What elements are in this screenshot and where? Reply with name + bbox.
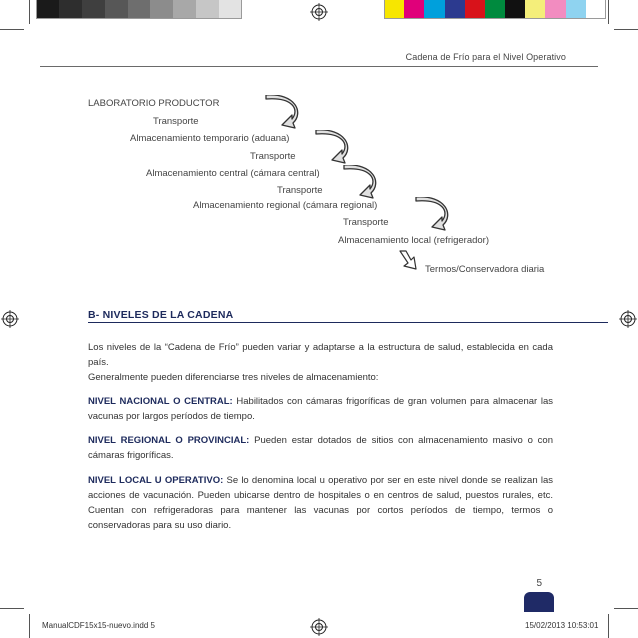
registration-target-icon [619, 310, 637, 328]
flow-transport-3: Transporte [277, 185, 323, 196]
level-regional-label: NIVEL REGIONAL O PROVINCIAL: [88, 435, 250, 446]
page-number: 5 [536, 578, 542, 589]
curved-arrow-icon [262, 95, 302, 133]
flow-step-termos: Termos/Conservadora diaria [425, 264, 545, 275]
flow-step-central: Almacenamiento central (cámara central) [146, 168, 320, 179]
level-national-label: NIVEL NACIONAL O CENTRAL: [88, 396, 233, 407]
crop-mark [614, 29, 638, 30]
flow-transport-2: Transporte [250, 151, 296, 162]
flow-step-local: Almacenamiento local (refrigerador) [338, 235, 490, 246]
level-local-paragraph [88, 473, 553, 533]
flow-step-aduana: Almacenamiento temporario (aduana) [130, 133, 290, 144]
running-header-title: Cadena de Frío para el Nivel Operativo [405, 52, 566, 62]
level-local-text: Se lo denomina local u operativo por ser en este nivel donde se realizan las acciones de vacunación. Pueden ubicarse dentro de hospitales o en centros de salud, puestos rurales, etc. Cuentan con refrigeradoras para mantener las vacunas por cortos períodos de tiempo, termos o conservadoras para su uso diario. [88, 475, 553, 531]
flow-transport-4: Transporte [343, 217, 389, 228]
down-right-arrow-icon [398, 250, 424, 272]
registration-target-icon [310, 3, 328, 21]
registration-target-icon [310, 618, 328, 636]
footer-file-name: ManualCDF15x15-nuevo.indd 5 [42, 621, 155, 630]
level-local-label: NIVEL LOCAL U OPERATIVO: [88, 475, 224, 486]
page-tab [524, 592, 554, 612]
flow-step-regional: Almacenamiento regional (cámara regional) [193, 200, 378, 211]
flow-step-laboratorio: LABORATORIO PRODUCTOR [88, 98, 220, 109]
footer-timestamp: 15/02/2013 10:53:01 [525, 621, 599, 630]
grayscale-bar-frame [36, 0, 242, 19]
intro-paragraph [88, 340, 553, 385]
level-regional-text: Pueden estar dotados de sitios con almacenamiento masivo o con cámaras frigoríficas. [88, 435, 553, 461]
level-national-paragraph [88, 394, 553, 424]
curved-arrow-icon [412, 197, 452, 235]
intro-sentence-2: Generalmente pueden diferenciarse tres niveles de almacenamiento: [88, 372, 379, 383]
curved-arrow-icon [312, 130, 352, 168]
crop-mark [614, 608, 638, 609]
level-national-text: Habilitados con cámaras frigoríficas de gran volumen para almacenar las vacunas por largos períodos de tiempo. [88, 396, 553, 422]
level-regional-paragraph [88, 433, 553, 463]
header-rule [40, 66, 598, 67]
crop-mark [29, 0, 30, 24]
crop-mark [0, 608, 24, 609]
section-rule [88, 322, 608, 323]
crop-mark [608, 0, 609, 24]
flow-transport-1: Transporte [153, 116, 199, 127]
curved-arrow-icon [340, 165, 380, 203]
registration-target-icon [1, 310, 19, 328]
crop-mark [608, 614, 609, 638]
crop-mark [29, 614, 30, 638]
intro-sentence-1: Los niveles de la “Cadena de Frío” pueden variar y adaptarse a la estructura de salud, establecida en cada país. [88, 342, 553, 368]
process-bar-frame [384, 0, 606, 19]
crop-mark [0, 29, 24, 30]
section-title: B- NIVELES DE LA CADENA [88, 309, 234, 321]
